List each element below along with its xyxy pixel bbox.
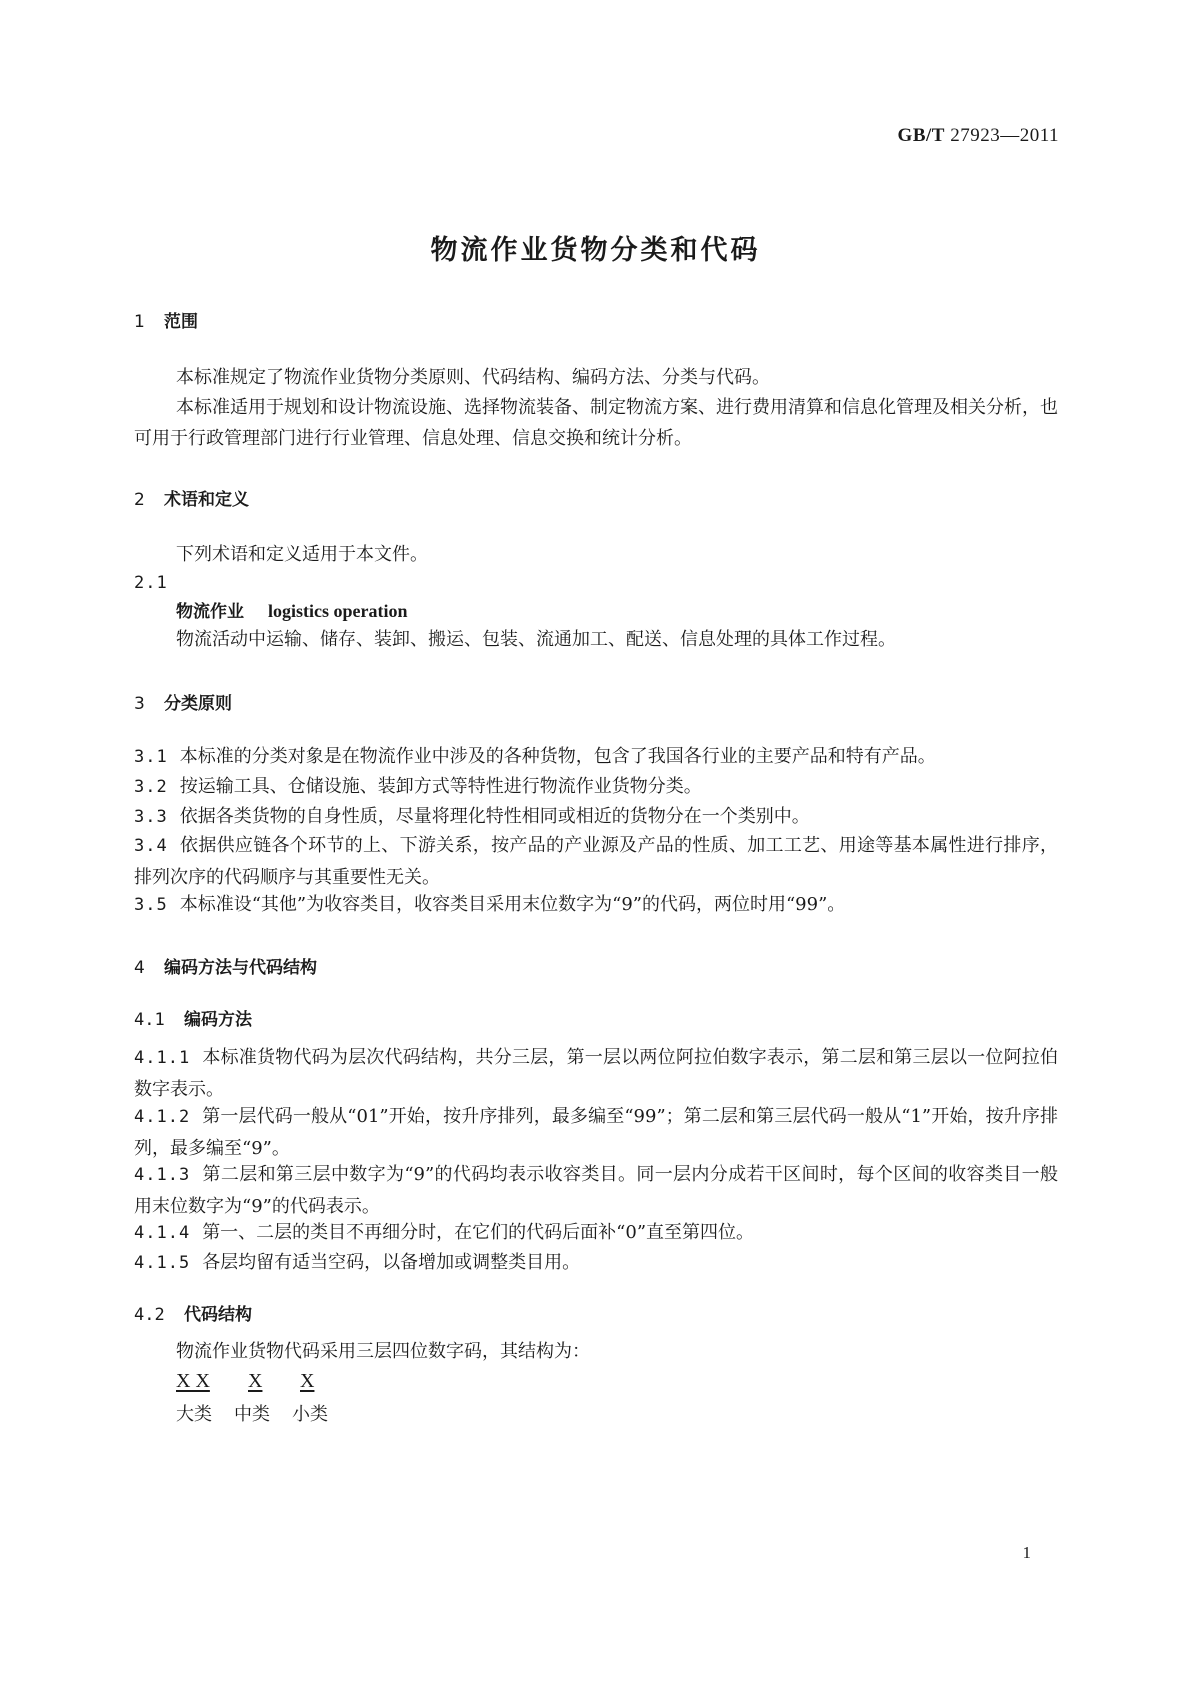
- section-number: 4.2: [134, 1305, 165, 1325]
- section-2-heading: [134, 485, 249, 510]
- section-3-heading: [134, 689, 232, 714]
- clause-number: 3.3: [134, 807, 168, 827]
- standard-code: 27923—2011: [950, 125, 1059, 146]
- clause-text: 第一层代码一般从“01”开始，按升序排列，最多编至“99”；第二层和第三层代码一般从“1”开始，按升序排列，最多编至“9”。: [134, 1106, 1058, 1159]
- clause-4-1-3: [134, 1159, 1058, 1222]
- document-title: 物流作业货物分类和代码: [430, 235, 761, 266]
- clause-number: 3.1: [134, 747, 168, 767]
- level-medium: 中类: [234, 1404, 270, 1425]
- clause-number: 3.5: [134, 895, 168, 915]
- clause-number: 4.1.5: [134, 1253, 191, 1273]
- clause-text: 依据供应链各个环节的上、下游关系，按产品的产业源及产品的性质、加工工艺、用途等基本属性进行排序，排列次序的代码顺序与其重要性无关。: [134, 835, 1058, 888]
- section-title: 范围: [164, 312, 198, 332]
- clause-number: 2.1: [134, 573, 168, 593]
- clause-text: 第二层和第三层中数字为“9”的代码均表示收容类目。同一层内分成若干区间时，每个区间的收容类目一般用末位数字为“9”的代码表示。: [134, 1164, 1058, 1217]
- clause-4-1-1: [134, 1042, 1058, 1105]
- code-part-medium: X: [248, 1370, 263, 1392]
- page-number: 1: [1022, 1543, 1031, 1562]
- code-structure-intro: 物流作业货物代码采用三层四位数字码，其结构为：: [176, 1341, 590, 1362]
- clause-4-1-2: [134, 1101, 1058, 1164]
- level-major: 大类: [176, 1404, 212, 1425]
- standard-prefix: GB/T: [897, 125, 945, 146]
- section-title: 代码结构: [184, 1305, 252, 1325]
- clause-number: 3.2: [134, 777, 168, 797]
- section-title: 编码方法: [184, 1010, 252, 1030]
- scope-paragraph-1: 本标准规定了物流作业货物分类原则、代码结构、编码方法、分类与代码。: [176, 367, 770, 388]
- clause-number: 4.1.1: [134, 1048, 191, 1068]
- clause-text: 本标准货物代码为层次代码结构，共分三层，第一层以两位阿拉伯数字表示，第二层和第三层以一位阿拉伯数字表示。: [134, 1047, 1058, 1100]
- term-english: logistics operation: [268, 601, 408, 621]
- clause-number: 4.1.4: [134, 1223, 191, 1243]
- code-structure-digits: [176, 1370, 314, 1393]
- code-part-minor: X: [300, 1370, 315, 1392]
- section-4-heading: [134, 953, 317, 978]
- clause-4-1-4: [134, 1217, 1058, 1249]
- clause-3-1: [134, 741, 1058, 773]
- clause-text: 依据各类货物的自身性质，尽量将理化特性相同或相近的货物分在一个类别中。: [179, 806, 810, 827]
- section-1-heading: [134, 307, 198, 332]
- code-structure-levels: [176, 1400, 328, 1426]
- clause-3-2: [134, 771, 1058, 803]
- term-chinese: 物流作业: [176, 602, 244, 622]
- clause-text: 本标准设“其他”为收容类目，收容类目采用末位数字为“9”的代码，两位时用“99”。: [179, 894, 846, 915]
- clause-3-3: [134, 801, 1058, 833]
- section-title: 分类原则: [164, 694, 232, 714]
- clause-text: 本标准的分类对象是在物流作业中涉及的各种货物，包含了我国各行业的主要产品和特有产品。: [179, 746, 936, 767]
- section-number: 4: [134, 958, 145, 978]
- section-number: 2: [134, 490, 145, 510]
- level-minor: 小类: [292, 1404, 328, 1425]
- section-number: 1: [134, 312, 145, 332]
- section-number: 3: [134, 694, 145, 714]
- section-number: 4.1: [134, 1010, 165, 1030]
- term-definition: 物流活动中运输、储存、装卸、搬运、包装、流通加工、配送、信息处理的具体工作过程。: [176, 629, 896, 650]
- code-part-major: X X: [176, 1370, 210, 1392]
- standard-number: [898, 125, 1059, 147]
- section-4-1-heading: [134, 1005, 252, 1030]
- clause-number: 3.4: [134, 836, 168, 856]
- scope-paragraph-2: 本标准适用于规划和设计物流设施、选择物流装备、制定物流方案、进行费用清算和信息化管理及相关分析，也可用于行政管理部门进行行业管理、信息处理、信息交换和统计分析。: [134, 397, 1058, 449]
- clause-2-1-number: [134, 567, 180, 599]
- clause-text: 第一、二层的类目不再细分时，在它们的代码后面补“0”直至第四位。: [202, 1222, 755, 1243]
- clause-number: 4.1.2: [134, 1107, 191, 1127]
- terms-intro: 下列术语和定义适用于本文件。: [176, 544, 428, 565]
- section-4-2-heading: [134, 1300, 252, 1325]
- section-title: 术语和定义: [164, 490, 249, 510]
- section-title: 编码方法与代码结构: [164, 958, 317, 978]
- clause-text: 按运输工具、仓储设施、装卸方式等特性进行物流作业货物分类。: [179, 776, 702, 797]
- clause-3-4: [134, 830, 1058, 893]
- clause-3-5: [134, 889, 1058, 921]
- clause-4-1-5: [134, 1247, 1058, 1279]
- clause-text: 各层均留有适当空码，以备增加或调整类目用。: [202, 1252, 581, 1273]
- clause-number: 4.1.3: [134, 1165, 191, 1185]
